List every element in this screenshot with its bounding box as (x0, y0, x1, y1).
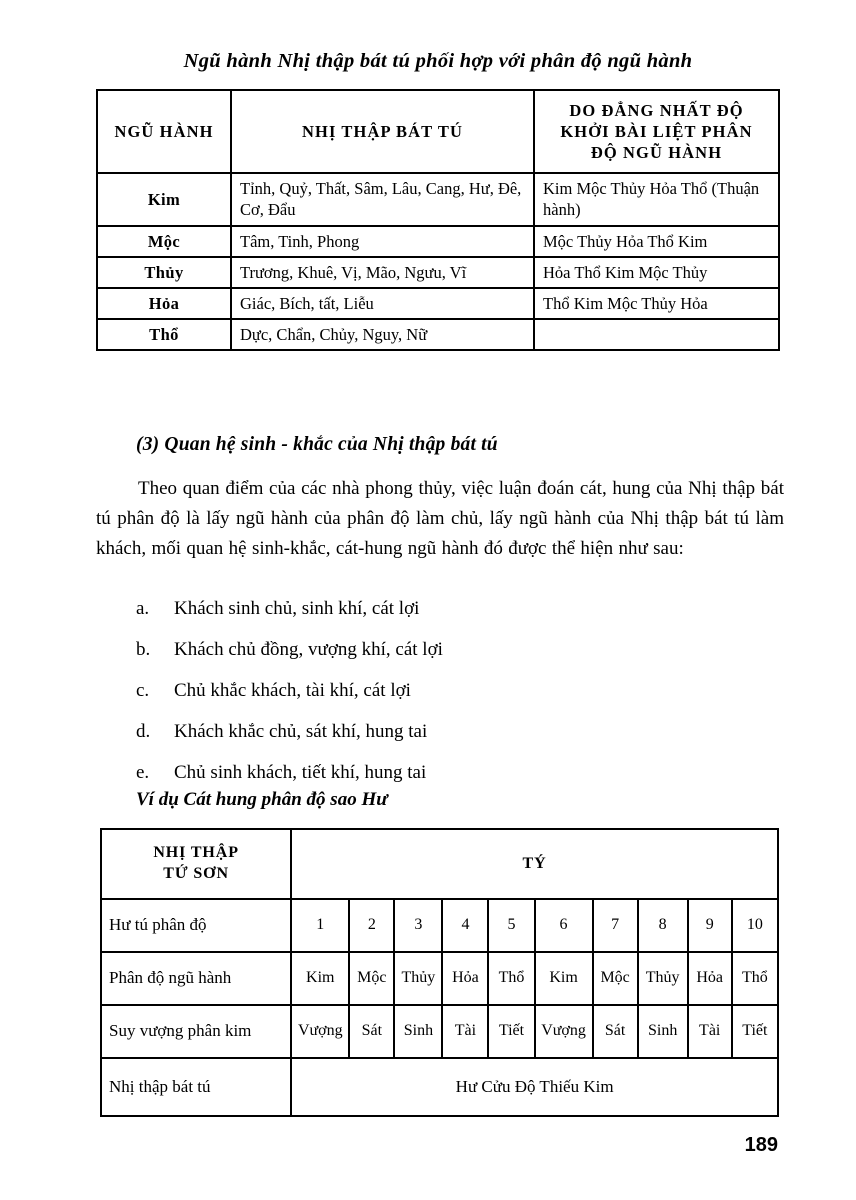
list-item-label: Khách sinh chủ, sinh khí, cát lợi (174, 598, 420, 619)
table2-cell: Sát (349, 1005, 394, 1058)
table2-cell: Tài (688, 1005, 732, 1058)
table-row (101, 1005, 778, 1058)
table2-cell: Kim (291, 952, 349, 1005)
list-item-label: Chủ sinh khách, tiết khí, hung tai (174, 762, 427, 783)
table-row (97, 288, 779, 319)
phan-do-sao-hu-table (100, 828, 779, 1117)
table1-header-nhi-thap-bat-tu: NHỊ THẬP BÁT TÚ (231, 90, 534, 173)
table-row (97, 173, 779, 225)
table-row (101, 899, 778, 952)
table2-header-row (101, 829, 778, 899)
list-item (136, 721, 736, 762)
table2-cell: 1 (291, 899, 349, 952)
table2-cell: 2 (349, 899, 394, 952)
table2-header-line1: NHỊ THẬP (153, 844, 239, 862)
table2-row-label: Suy vượng phân kim (101, 1005, 291, 1058)
table1-order: Thổ Kim Mộc Thủy Hỏa (534, 288, 779, 319)
table2-cell: 8 (638, 899, 688, 952)
example-caption: Ví dụ Cát hung phân độ sao Hư (136, 789, 388, 810)
table1-order: Mộc Thủy Hỏa Thổ Kim (534, 226, 779, 257)
table1-header-ngu-hanh: NGŨ HÀNH (97, 90, 231, 173)
table1-order: Kim Mộc Thủy Hỏa Thổ (Thuận hành) (534, 173, 779, 225)
table-row (97, 226, 779, 257)
table2-cell: Tiết (732, 1005, 778, 1058)
table1-element: Thủy (97, 257, 231, 288)
list-item-label: Chủ khắc khách, tài khí, cát lợi (174, 680, 411, 701)
list-item-marker: e. (136, 762, 150, 783)
table2-cell: Vượng (535, 1005, 593, 1058)
section-heading: (3) Quan hệ sinh - khắc của Nhị thập bát tú (136, 434, 498, 455)
table-row (101, 1058, 778, 1116)
table1-header-phan-do (534, 90, 779, 173)
section-paragraph: Theo quan điểm của các nhà phong thủy, việc luận đoán cát, hung của Nhị thập bát tú phân độ là lấy ngũ hành của phân độ làm chủ, lấy ngũ hành của Nhị thập bát tú làm khách, mối quan hệ sinh-khắc, cát-hung ngũ hành đó được thể hiện như sau: (96, 478, 784, 559)
table2-cell: Thủy (638, 952, 688, 1005)
table-row (97, 257, 779, 288)
list-item-marker: a. (136, 598, 150, 619)
table2-row-label: Phân độ ngũ hành (101, 952, 291, 1005)
list-item (136, 680, 736, 721)
table2-cell: Vượng (291, 1005, 349, 1058)
table1-element: Hỏa (97, 288, 231, 319)
table2-cell: 5 (488, 899, 534, 952)
table2-cell: 6 (535, 899, 593, 952)
table2-cell: 7 (593, 899, 638, 952)
table2-summary-value: Hư Cửu Độ Thiếu Kim (291, 1058, 778, 1116)
table2-cell: Sát (593, 1005, 638, 1058)
ngu-hanh-table (96, 89, 780, 351)
table2-header-nhi-thap-tu-son (101, 829, 291, 899)
list-item-marker: b. (136, 639, 151, 660)
table1-element: Mộc (97, 226, 231, 257)
lettered-list (136, 598, 736, 803)
table1-stars: Dực, Chẩn, Chủy, Nguy, Nữ (231, 319, 534, 350)
table-row (97, 319, 779, 350)
table2-cell: Thổ (732, 952, 778, 1005)
page-number: 189 (744, 1134, 778, 1156)
table2-cell: Tài (442, 1005, 488, 1058)
list-item (136, 598, 736, 639)
table1-stars: Tâm, Tinh, Phong (231, 226, 534, 257)
table2-cell: Sinh (394, 1005, 442, 1058)
table1-header-phan-do-line2: KHỞI BÀI LIỆT PHÂN (560, 122, 753, 142)
table2-cell: Hỏa (442, 952, 488, 1005)
table1-stars: Tỉnh, Quỷ, Thất, Sâm, Lâu, Cang, Hư, Đê, Cơ, Đẩu (231, 173, 534, 225)
table2-row-label: Nhị thập bát tú (101, 1058, 291, 1116)
table1-element: Thổ (97, 319, 231, 350)
table2-cell: 10 (732, 899, 778, 952)
table2-cell: 9 (688, 899, 732, 952)
table1-element: Kim (97, 173, 231, 225)
table1-order: Hỏa Thổ Kim Mộc Thủy (534, 257, 779, 288)
table2-cell: Thổ (488, 952, 534, 1005)
table2-cell: 3 (394, 899, 442, 952)
table2-cell: Mộc (593, 952, 638, 1005)
table2-cell: Hỏa (688, 952, 732, 1005)
table2-cell: Mộc (349, 952, 394, 1005)
table-row (101, 952, 778, 1005)
table1-stars: Giác, Bích, tất, Liễu (231, 288, 534, 319)
table2-cell: Tiết (488, 1005, 534, 1058)
table1-header-phan-do-line3: ĐỘ NGŨ HÀNH (590, 143, 723, 163)
list-item-marker: d. (136, 721, 151, 742)
table1-title: Ngũ hành Nhị thập bát tú phối hợp với phân độ ngũ hành (183, 50, 693, 72)
table1-header-phan-do-line1: DO ĐẲNG NHẤT ĐỘ (569, 101, 744, 120)
table2-cell: Sinh (638, 1005, 688, 1058)
table2-cell: Thủy (394, 952, 442, 1005)
list-item-marker: c. (136, 680, 150, 701)
table2-row-label: Hư tú phân độ (101, 899, 291, 952)
table1-header-row (97, 90, 779, 173)
list-item-label: Khách khắc chủ, sát khí, hung tai (174, 721, 428, 742)
table1-stars: Trương, Khuê, Vị, Mão, Ngưu, Vĩ (231, 257, 534, 288)
table2-cell: 4 (442, 899, 488, 952)
table2-cell: Kim (535, 952, 593, 1005)
table2-header-line2: TỨ SƠN (163, 865, 229, 882)
table2-header-ty: TÝ (291, 829, 778, 899)
table1-order (534, 319, 779, 350)
list-item (136, 639, 736, 680)
list-item-label: Khách chủ đồng, vượng khí, cát lợi (174, 639, 443, 660)
